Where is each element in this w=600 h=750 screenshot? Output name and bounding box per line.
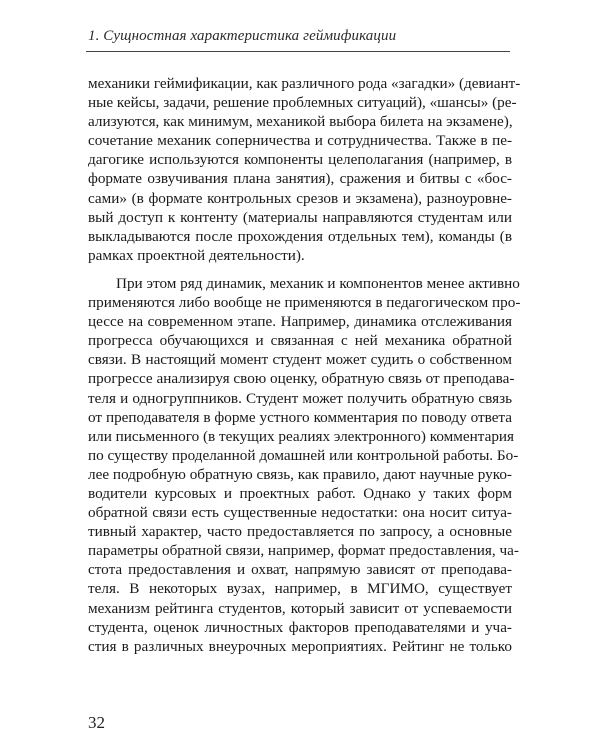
text-line: стия в различных внеурочных мероприятиях. Рейтинг не только	[88, 637, 512, 655]
text-line: студента, оценок личностных факторов преподавателями и уча-	[88, 618, 512, 636]
text-line: ализуются, как минимум, механикой выбора билета на экзамене),	[88, 113, 513, 131]
text-line: или письменного (в текущих реалиях электронного) комментария	[88, 427, 515, 445]
text-line: сочетание механик соперничества и сотрудничества. Также в пе-	[88, 132, 512, 150]
text-line: прогресса обучающихся и связанная с ней механика обратной	[88, 332, 512, 350]
text-line: рамках проектной деятельности).	[88, 246, 305, 264]
text-line: механики геймификации, как различного рода «загадки» (девиант-	[88, 75, 521, 92]
text-line: параметры обратной связи, например, формат предоставления, ча-	[88, 542, 519, 560]
text-line: ные кейсы, задачи, решение проблемных ситуаций), «шансы» (ре-	[88, 94, 517, 112]
text-line: При этом ряд динамик, механик и компонентов менее активно	[116, 274, 520, 292]
body-text	[88, 74, 521, 656]
running-header: 1. Сущностная характеристика геймификации	[88, 28, 397, 44]
text-line: теля. В некоторых вузах, например, в МГИМО, существует	[88, 580, 512, 598]
paragraph-2	[88, 274, 521, 656]
text-line: выкладываются после прохождения отдельных тем), команды (в	[88, 227, 512, 245]
text-line: водители курсовых и проектных работ. Однако у таких форм	[88, 484, 512, 502]
text-line: от преподавателя в форме устного комментария по поводу ответа	[88, 408, 512, 426]
text-line: сами» (в формате контрольных срезов и экзамена), разноуровне-	[88, 189, 512, 207]
text-line: прогрессе анализируя свою оценку, обратную связь от преподава-	[88, 370, 515, 388]
text-line: формате озвучивания плана занятия), сражения и битвы с «бос-	[88, 170, 512, 188]
text-line: связи. В настоящий момент студент может судить о собственном	[88, 351, 512, 369]
header-rule	[86, 51, 510, 52]
text-line: по существу проделанной домашней или контрольной работы. Бо-	[88, 446, 519, 464]
text-line: теля и одногруппников. Студент может получить обратную связь	[88, 389, 512, 407]
paragraph-1	[88, 74, 521, 265]
text-line: обратной связи есть существенные недостатки: она носит ситуа-	[88, 504, 512, 522]
text-line: механизм рейтинга студентов, который зависит от успеваемости	[88, 599, 512, 617]
text-line: применяются либо вообще не применяются в педагогическом про-	[88, 294, 521, 312]
text-line: дагогике используются компоненты целеполагания (например, в	[88, 151, 512, 169]
text-line: стота предоставления и охват, напрямую зависят от преподава-	[88, 561, 512, 579]
text-line: цессе на современном этапе. Например, динамика отслеживания	[88, 313, 512, 331]
text-line: лее подробную обратную связь, как правило, дают научные руко-	[88, 465, 512, 483]
text-line: вый доступ к контенту (материалы направляются студентам или	[88, 208, 512, 226]
page-number: 32	[88, 713, 105, 732]
text-line: тивный характер, часто предоставляется по запросу, а основные	[88, 523, 512, 541]
